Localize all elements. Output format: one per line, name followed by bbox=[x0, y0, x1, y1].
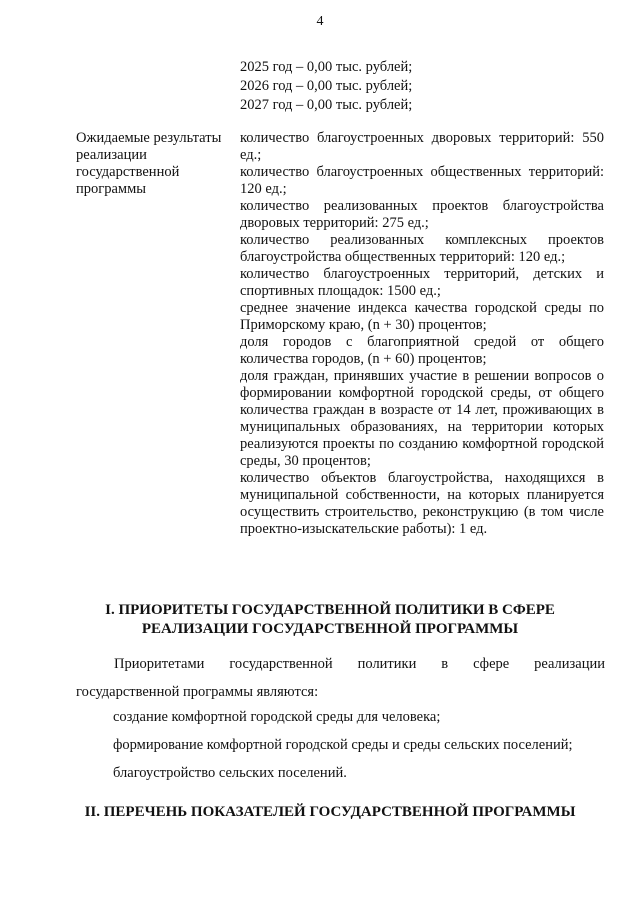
result-item: среднее значение индекса качества городской среды по Приморскому краю, (n + 30) процентов; bbox=[240, 300, 604, 333]
result-item: количество благоустроенных общественных территорий: 120 ед.; bbox=[240, 164, 604, 197]
result-item: количество реализованных проектов благоустройства дворовых территорий: 275 ед.; bbox=[240, 198, 604, 231]
result-item: доля городов с благоприятной средой от общего количества городов, (n + 60) процентов; bbox=[240, 334, 604, 367]
results-label: Ожидаемые результаты реализации государственной программы bbox=[76, 130, 222, 197]
priorities-intro bbox=[76, 650, 605, 706]
heading-line: РЕАЛИЗАЦИИ ГОСУДАРСТВЕННОЙ ПРОГРАММЫ bbox=[141, 621, 519, 637]
page-number: 4 bbox=[316, 14, 324, 29]
priority-item: благоустройство сельских поселений. bbox=[113, 765, 347, 781]
funding-line: 2027 год – 0,00 тыс. рублей; bbox=[240, 97, 413, 113]
funding-line: 2026 год – 0,00 тыс. рублей; bbox=[240, 78, 413, 94]
priority-item: создание комфортной городской среды для человека; bbox=[113, 709, 441, 725]
result-item: количество реализованных комплексных проектов благоустройства общественных территорий: 120 ед.; bbox=[240, 232, 604, 265]
funding-line: 2025 год – 0,00 тыс. рублей; bbox=[240, 59, 413, 75]
priority-item: формирование комфортной городской среды и среды сельских поселений; bbox=[113, 737, 573, 753]
funding-list bbox=[240, 58, 412, 115]
section-heading-priorities bbox=[60, 601, 600, 639]
result-item: доля граждан, принявших участие в решении вопросов о формировании комфортной городской среды, от общего количества граждан в возрасте от 14 лет, проживающих в муниципальных образованиях, на территории которых реализуются проекты по созданию комфортной городской среды, 30 процентов; bbox=[240, 368, 604, 469]
section-heading-indicators: II. ПЕРЕЧЕНЬ ПОКАЗАТЕЛЕЙ ГОСУДАРСТВЕННОЙ ПРОГРАММЫ bbox=[84, 804, 576, 820]
intro-paragraph: Приоритетами государственной политики в сфере реализации государственной программы являются: bbox=[76, 656, 605, 700]
heading-line: I. ПРИОРИТЕТЫ ГОСУДАРСТВЕННОЙ ПОЛИТИКИ В СФЕРЕ bbox=[105, 602, 555, 618]
result-item: количество благоустроенных дворовых территорий: 550 ед.; bbox=[240, 130, 604, 163]
result-item: количество благоустроенных территорий, детских и спортивных площадок: 1500 ед.; bbox=[240, 266, 604, 299]
expected-results-list bbox=[240, 130, 604, 538]
result-item: количество объектов благоустройства, находящихся в муниципальной собственности, на которых планируется осуществить строительство, реконструкцию (в том числе проектно-изыскательские работы): 1 ед. bbox=[240, 470, 604, 537]
